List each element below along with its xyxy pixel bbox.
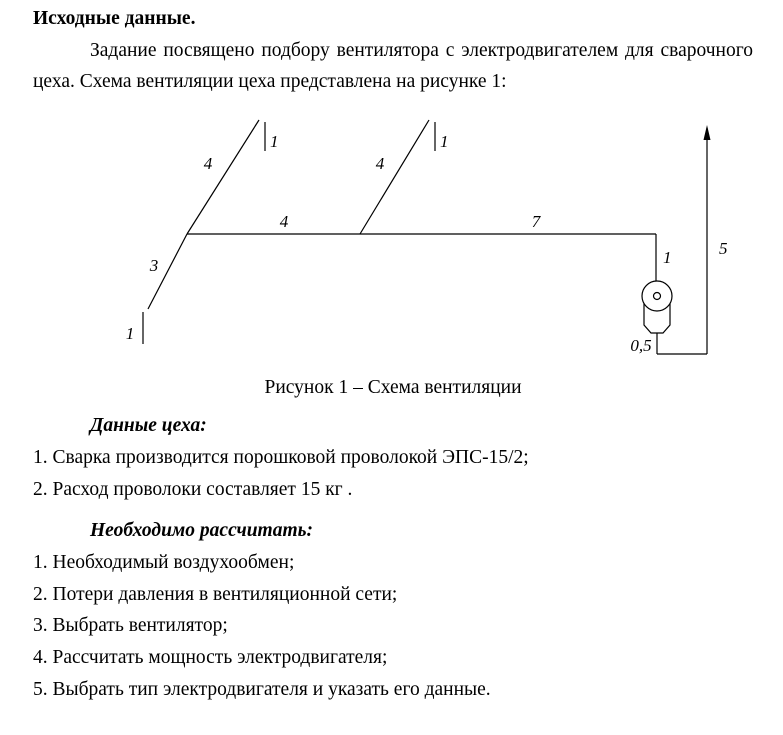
label-branch1-inlet: 1: [270, 131, 279, 151]
list-item: 2. Расход проволоки составляет 15 кг .: [33, 478, 353, 500]
ventilation-diagram: [0, 106, 783, 374]
list-item: 1. Сварка производится порошковой проволокой ЭПС-15/2;: [33, 447, 529, 469]
document-title: Исходные данные.: [33, 8, 196, 29]
label-lower-branch-length: 3: [149, 255, 159, 275]
fan-hub-icon: [654, 292, 661, 299]
section-calculate-heading: Необходимо рассчитать:: [90, 519, 314, 541]
figure-caption: Рисунок 1 – Схема вентиляции: [264, 376, 522, 398]
duct-branch2-line: [360, 120, 429, 234]
label-lower-inlet: 1: [125, 323, 135, 343]
label-branch2-length: 4: [375, 153, 385, 173]
intro-paragraph: Задание посвящено подбору вентилятора с электродвигателем для сварочного цеха. Схема вентиляции цеха представлена на рисунке 1:: [33, 40, 753, 93]
shop-data-list: [33, 442, 753, 506]
list-item: 2. Потери давления в вентиляционной сети;: [33, 583, 398, 605]
label-branch1-length: 4: [203, 153, 213, 173]
figure-ventilation-scheme: [0, 106, 783, 374]
label-fan-inlet: 1: [663, 247, 672, 267]
list-item: 4. Рассчитать мощность электродвигателя;: [33, 647, 388, 669]
list-item: 3. Выбрать вентилятор;: [33, 615, 228, 637]
label-branch2-inlet: 1: [440, 131, 449, 151]
label-fan-outlet: 0,5: [630, 335, 652, 355]
list-item: 5. Выбрать тип электродвигателя и указать его данные.: [33, 678, 491, 700]
calculate-list: [33, 547, 753, 706]
arrow-up-icon: [704, 125, 711, 140]
list-item: 1. Необходимый воздухообмен;: [33, 551, 295, 573]
label-exhaust-riser: 5: [719, 238, 728, 258]
label-main-left-length: 4: [279, 211, 289, 231]
label-main-right-length: 7: [531, 211, 541, 231]
duct-branch1-line: [187, 120, 259, 234]
section-shop-data-heading: Данные цеха:: [90, 415, 207, 437]
